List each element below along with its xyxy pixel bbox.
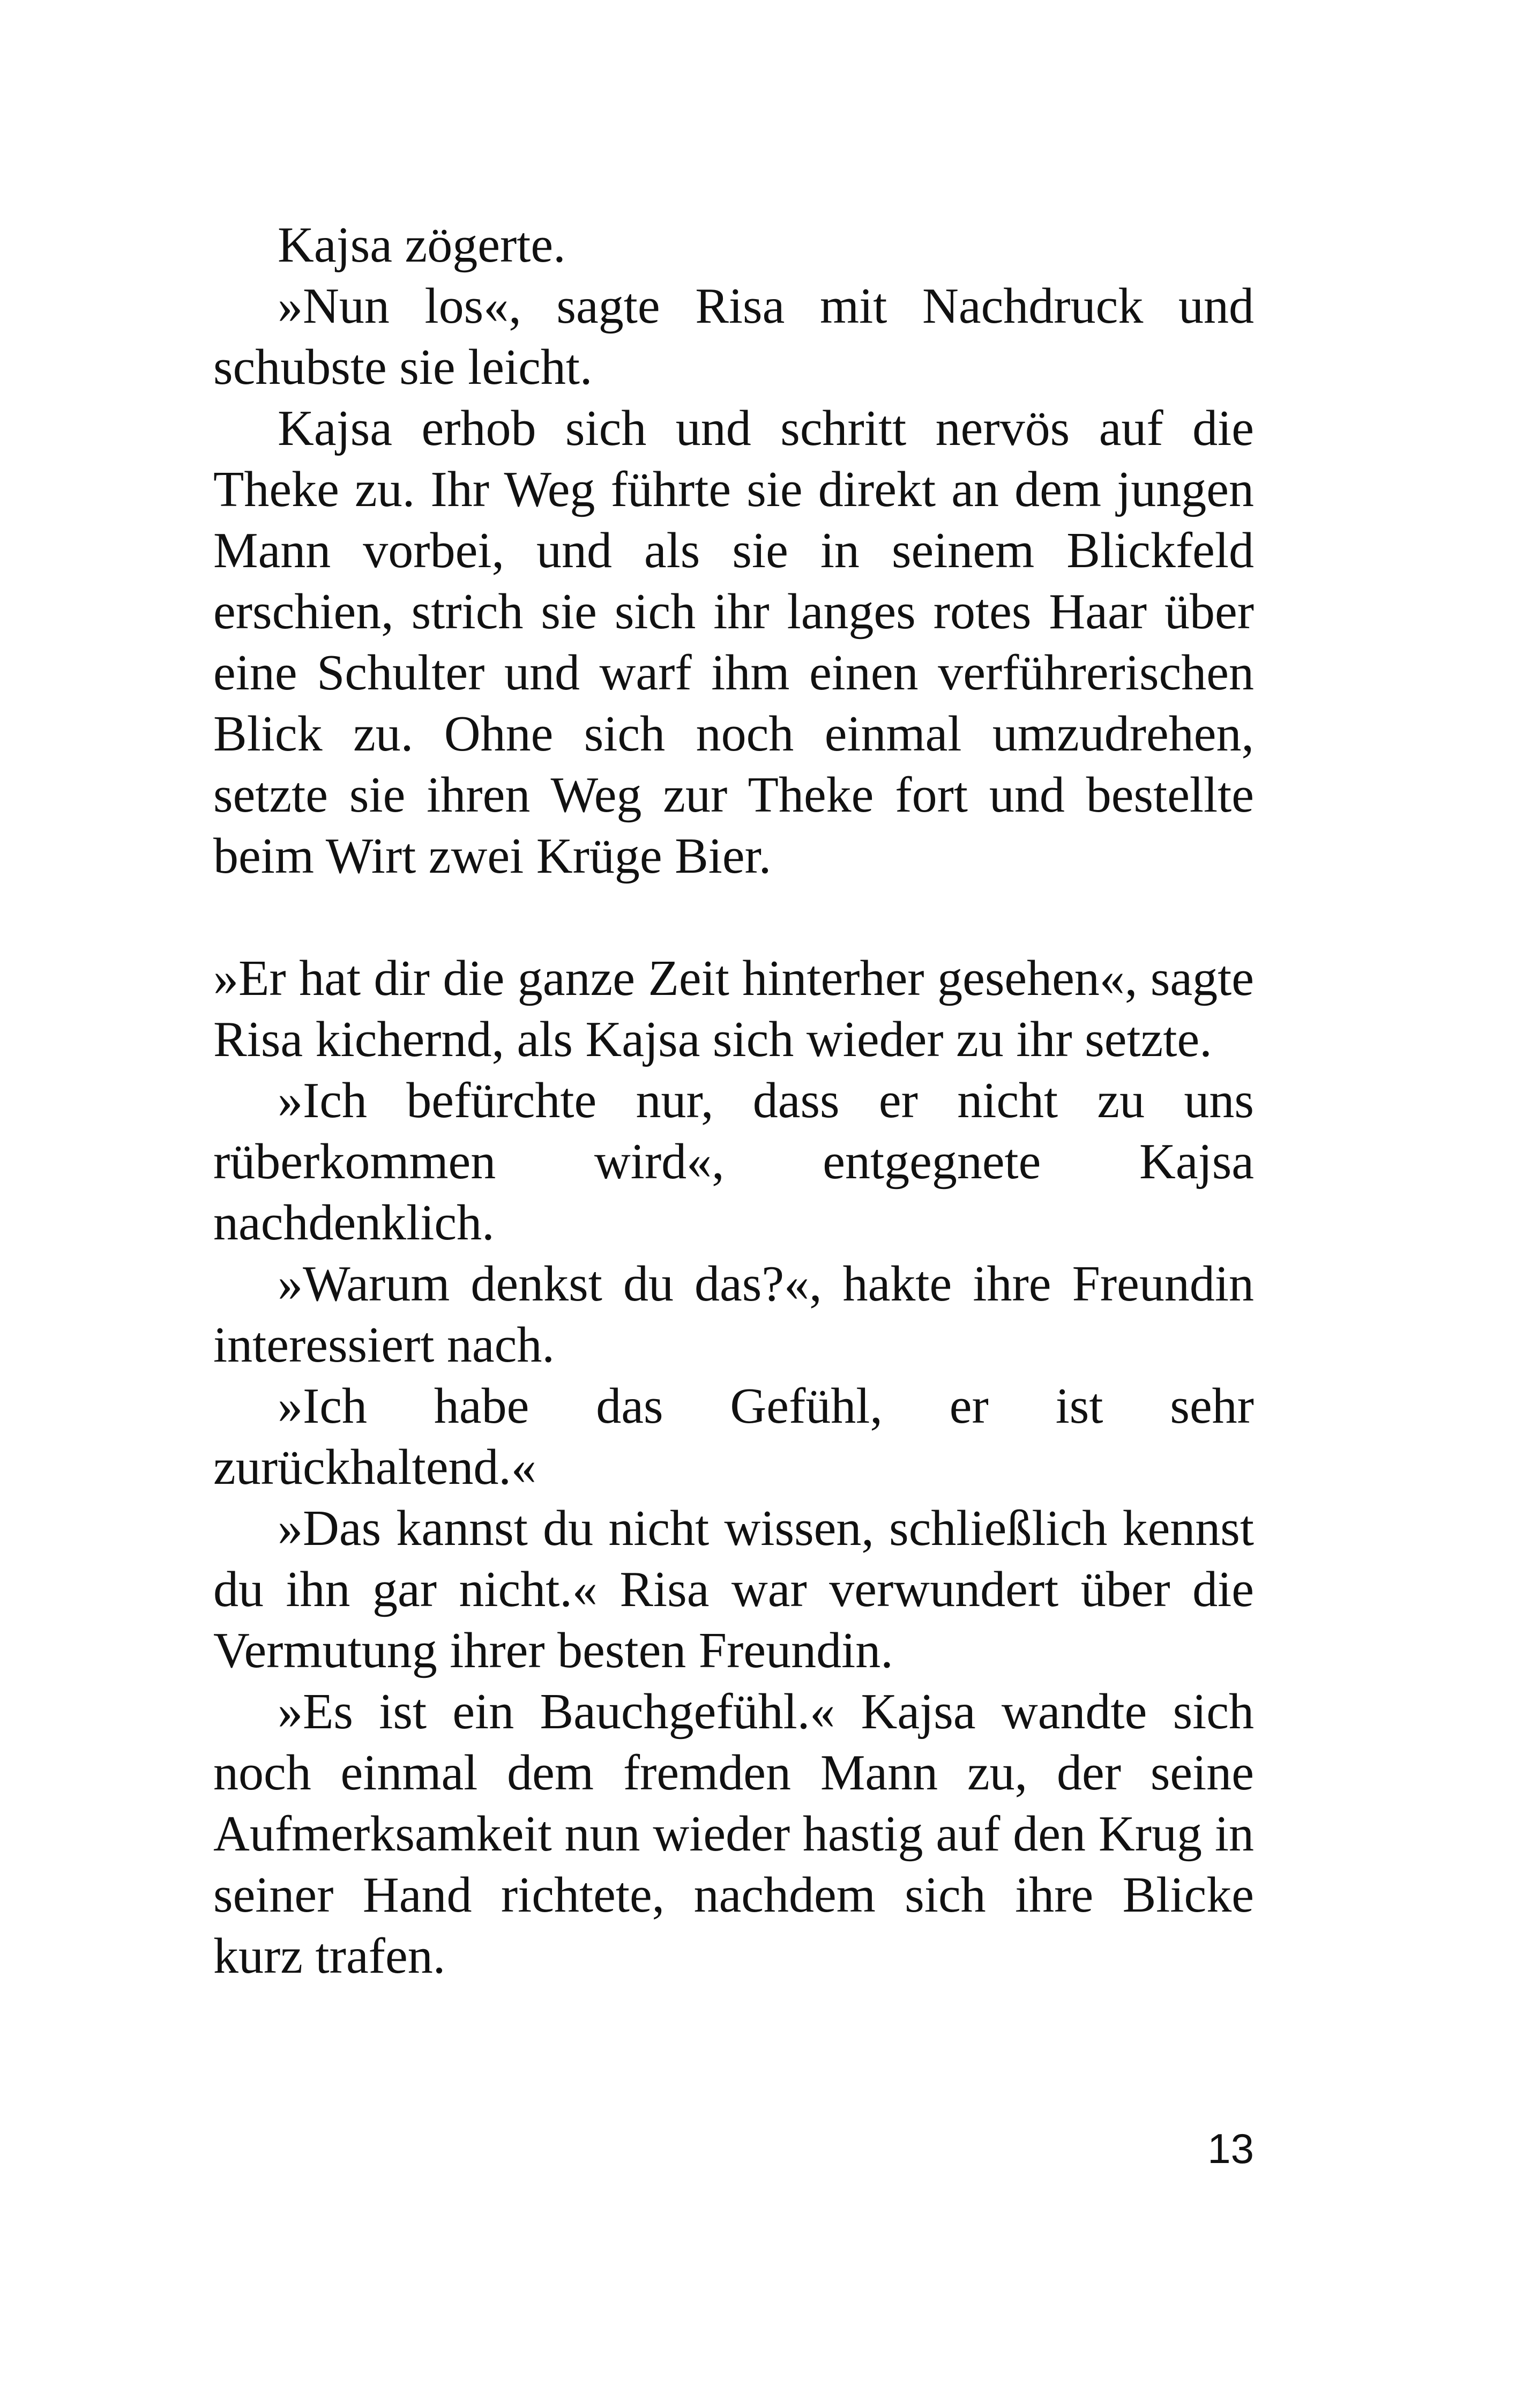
paragraph: »Nun los«, sagte Risa mit Nachdruck und schubste sie leicht. [213,278,1254,395]
paragraph: »Warum denkst du das?«, hakte ihre Freundin interessiert nach. [213,1256,1254,1373]
body-text [213,214,1254,1987]
paragraph: »Ich befürchte nur, dass er nicht zu uns rüberkommen wird«, entgegnete Kajsa nachdenklich. [213,1073,1254,1251]
paragraph-section-start: »Er hat dir die ganze Zeit hinterher gesehen«, sagte Risa kichernd, als Kajsa sich wieder zu ihr setzte. [213,950,1254,1067]
paragraph: Kajsa zögerte. [278,217,566,273]
paragraph: Kajsa erhob sich und schritt nervös auf die Theke zu. Ihr Weg führte sie direkt an dem jungen Mann vorbei, und als sie in seinem Blickfeld erschien, strich sie sich ihr langes rotes Haar über eine Schulter und warf ihm einen verführerischen Blick zu. Ohne sich noch einmal umzudrehen, setzte sie ihren Weg zur Theke fort und bestellte beim Wirt zwei Krüge Bier. [213,400,1254,884]
paragraph: »Ich habe das Gefühl, er ist sehr zurückhaltend.« [213,1378,1254,1495]
paragraph: »Das kannst du nicht wissen, schließlich kennst du ihn gar nicht.« Risa war verwundert über die Vermutung ihrer besten Freundin. [213,1500,1254,1678]
page-number: 13 [1207,2125,1254,2172]
paragraph: »Es ist ein Bauchgefühl.« Kajsa wandte sich noch einmal dem fremden Mann zu, der seine Aufmerksamkeit nun wieder hastig auf den Krug in seiner Hand richtete, nachdem sich ihre Blicke kurz trafen. [213,1684,1254,1984]
